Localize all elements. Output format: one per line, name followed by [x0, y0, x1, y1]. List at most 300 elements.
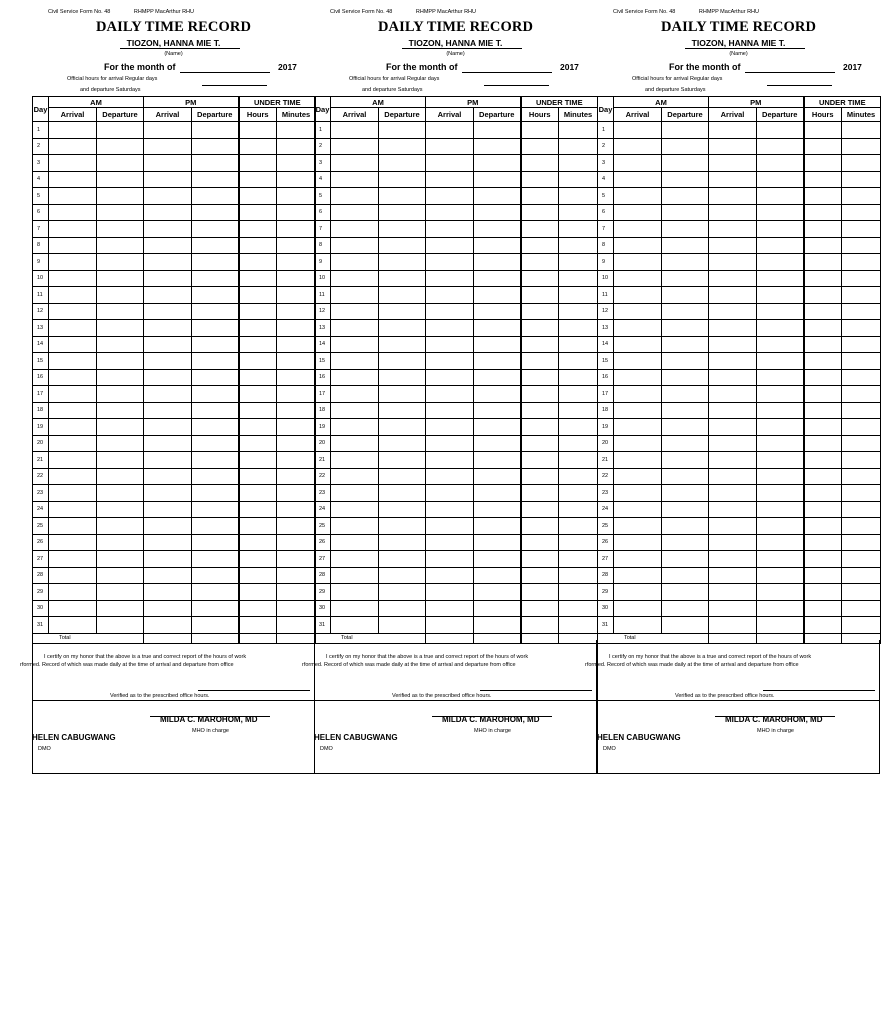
am-departure-cell[interactable] [379, 435, 426, 452]
am-arrival-cell[interactable] [614, 584, 662, 601]
undertime-hours-cell[interactable] [239, 485, 277, 502]
am-departure-cell[interactable] [97, 270, 144, 287]
am-arrival-cell[interactable] [331, 188, 379, 205]
pm-departure-cell[interactable] [192, 402, 239, 419]
pm-arrival-cell[interactable] [709, 155, 757, 172]
undertime-hours-cell[interactable] [521, 254, 559, 271]
am-arrival-cell[interactable] [614, 270, 662, 287]
pm-departure-cell[interactable] [192, 353, 239, 370]
undertime-minutes-cell[interactable] [842, 237, 881, 254]
undertime-minutes-cell[interactable] [559, 402, 598, 419]
undertime-hours-cell[interactable] [521, 155, 559, 172]
am-departure-cell[interactable] [97, 402, 144, 419]
undertime-minutes-cell[interactable] [559, 353, 598, 370]
pm-departure-cell[interactable] [757, 320, 804, 337]
am-arrival-cell[interactable] [614, 468, 662, 485]
am-arrival-cell[interactable] [49, 402, 97, 419]
am-departure-cell[interactable] [97, 452, 144, 469]
am-departure-cell[interactable] [662, 402, 709, 419]
undertime-minutes-cell[interactable] [277, 336, 316, 353]
pm-arrival-cell[interactable] [144, 353, 192, 370]
undertime-hours-cell[interactable] [239, 402, 277, 419]
undertime-minutes-cell[interactable] [842, 600, 881, 617]
undertime-hours-cell[interactable] [239, 138, 277, 155]
pm-departure-cell[interactable] [192, 188, 239, 205]
am-arrival-cell[interactable] [331, 320, 379, 337]
undertime-hours-cell[interactable] [521, 452, 559, 469]
undertime-minutes-cell[interactable] [842, 188, 881, 205]
undertime-minutes-cell[interactable] [559, 138, 598, 155]
am-arrival-cell[interactable] [614, 155, 662, 172]
undertime-minutes-cell[interactable] [559, 518, 598, 535]
pm-departure-cell[interactable] [192, 551, 239, 568]
am-arrival-cell[interactable] [331, 402, 379, 419]
am-arrival-cell[interactable] [614, 617, 662, 634]
am-departure-cell[interactable] [379, 221, 426, 238]
am-arrival-cell[interactable] [331, 600, 379, 617]
undertime-minutes-cell[interactable] [559, 468, 598, 485]
pm-departure-cell[interactable] [757, 386, 804, 403]
undertime-hours-cell[interactable] [239, 584, 277, 601]
pm-departure-cell[interactable] [474, 353, 521, 370]
am-arrival-cell[interactable] [331, 518, 379, 535]
am-departure-cell[interactable] [97, 188, 144, 205]
pm-arrival-cell[interactable] [426, 320, 474, 337]
undertime-hours-cell[interactable] [239, 567, 277, 584]
am-departure-cell[interactable] [97, 353, 144, 370]
am-departure-cell[interactable] [379, 270, 426, 287]
undertime-hours-cell[interactable] [521, 221, 559, 238]
pm-arrival-cell[interactable] [144, 320, 192, 337]
undertime-hours-cell[interactable] [804, 617, 842, 634]
pm-departure-cell[interactable] [474, 303, 521, 320]
am-departure-cell[interactable] [379, 386, 426, 403]
undertime-hours-cell[interactable] [239, 237, 277, 254]
pm-arrival-cell[interactable] [709, 353, 757, 370]
am-arrival-cell[interactable] [614, 221, 662, 238]
undertime-hours-cell[interactable] [521, 567, 559, 584]
pm-arrival-cell[interactable] [709, 188, 757, 205]
am-arrival-cell[interactable] [614, 188, 662, 205]
am-departure-cell[interactable] [97, 336, 144, 353]
pm-departure-cell[interactable] [474, 485, 521, 502]
undertime-minutes-cell[interactable] [842, 468, 881, 485]
pm-arrival-cell[interactable] [144, 452, 192, 469]
am-arrival-cell[interactable] [331, 336, 379, 353]
pm-departure-cell[interactable] [474, 287, 521, 304]
pm-departure-cell[interactable] [192, 501, 239, 518]
am-departure-cell[interactable] [379, 534, 426, 551]
undertime-minutes-cell[interactable] [842, 138, 881, 155]
undertime-minutes-cell[interactable] [559, 287, 598, 304]
am-arrival-cell[interactable] [49, 419, 97, 436]
pm-arrival-cell[interactable] [709, 501, 757, 518]
undertime-minutes-cell[interactable] [559, 336, 598, 353]
pm-departure-cell[interactable] [474, 600, 521, 617]
undertime-minutes-cell[interactable] [559, 270, 598, 287]
am-arrival-cell[interactable] [49, 551, 97, 568]
pm-arrival-cell[interactable] [144, 336, 192, 353]
undertime-minutes-cell[interactable] [842, 419, 881, 436]
pm-arrival-cell[interactable] [426, 221, 474, 238]
pm-departure-cell[interactable] [192, 138, 239, 155]
am-arrival-cell[interactable] [49, 600, 97, 617]
undertime-hours-cell[interactable] [239, 287, 277, 304]
undertime-hours-cell[interactable] [521, 353, 559, 370]
am-arrival-cell[interactable] [614, 402, 662, 419]
pm-departure-cell[interactable] [474, 320, 521, 337]
undertime-hours-cell[interactable] [521, 386, 559, 403]
undertime-hours-cell[interactable] [521, 435, 559, 452]
am-arrival-cell[interactable] [331, 221, 379, 238]
undertime-hours-cell[interactable] [804, 122, 842, 139]
pm-departure-cell[interactable] [757, 369, 804, 386]
am-departure-cell[interactable] [662, 419, 709, 436]
pm-departure-cell[interactable] [757, 600, 804, 617]
undertime-minutes-cell[interactable] [277, 468, 316, 485]
am-departure-cell[interactable] [662, 551, 709, 568]
pm-arrival-cell[interactable] [426, 567, 474, 584]
pm-departure-cell[interactable] [474, 419, 521, 436]
undertime-hours-cell[interactable] [239, 254, 277, 271]
undertime-hours-cell[interactable] [521, 402, 559, 419]
undertime-hours-cell[interactable] [804, 188, 842, 205]
am-arrival-cell[interactable] [49, 567, 97, 584]
undertime-minutes-cell[interactable] [277, 155, 316, 172]
undertime-minutes-cell[interactable] [277, 567, 316, 584]
am-departure-cell[interactable] [662, 617, 709, 634]
am-arrival-cell[interactable] [331, 138, 379, 155]
pm-departure-cell[interactable] [757, 567, 804, 584]
am-departure-cell[interactable] [662, 518, 709, 535]
pm-arrival-cell[interactable] [426, 369, 474, 386]
pm-arrival-cell[interactable] [144, 501, 192, 518]
am-departure-cell[interactable] [662, 287, 709, 304]
pm-arrival-cell[interactable] [144, 138, 192, 155]
am-arrival-cell[interactable] [614, 534, 662, 551]
pm-arrival-cell[interactable] [709, 237, 757, 254]
undertime-minutes-cell[interactable] [842, 584, 881, 601]
am-arrival-cell[interactable] [49, 485, 97, 502]
undertime-hours-cell[interactable] [239, 617, 277, 634]
pm-arrival-cell[interactable] [709, 369, 757, 386]
undertime-minutes-cell[interactable] [559, 534, 598, 551]
am-departure-cell[interactable] [662, 501, 709, 518]
undertime-minutes-cell[interactable] [277, 188, 316, 205]
pm-arrival-cell[interactable] [426, 171, 474, 188]
undertime-minutes-cell[interactable] [842, 369, 881, 386]
am-arrival-cell[interactable] [331, 617, 379, 634]
undertime-minutes-cell[interactable] [559, 501, 598, 518]
undertime-hours-cell[interactable] [239, 600, 277, 617]
pm-arrival-cell[interactable] [709, 402, 757, 419]
am-arrival-cell[interactable] [614, 122, 662, 139]
pm-departure-cell[interactable] [474, 237, 521, 254]
pm-departure-cell[interactable] [192, 287, 239, 304]
undertime-minutes-cell[interactable] [277, 221, 316, 238]
pm-departure-cell[interactable] [192, 600, 239, 617]
am-arrival-cell[interactable] [331, 254, 379, 271]
am-arrival-cell[interactable] [614, 452, 662, 469]
am-departure-cell[interactable] [379, 617, 426, 634]
am-departure-cell[interactable] [662, 237, 709, 254]
undertime-minutes-cell[interactable] [559, 485, 598, 502]
pm-arrival-cell[interactable] [709, 452, 757, 469]
am-arrival-cell[interactable] [614, 551, 662, 568]
am-arrival-cell[interactable] [614, 171, 662, 188]
am-arrival-cell[interactable] [49, 386, 97, 403]
pm-arrival-cell[interactable] [144, 435, 192, 452]
pm-departure-cell[interactable] [757, 501, 804, 518]
pm-departure-cell[interactable] [474, 501, 521, 518]
am-departure-cell[interactable] [662, 435, 709, 452]
am-arrival-cell[interactable] [331, 369, 379, 386]
undertime-hours-cell[interactable] [804, 270, 842, 287]
undertime-minutes-cell[interactable] [559, 237, 598, 254]
pm-arrival-cell[interactable] [144, 402, 192, 419]
pm-arrival-cell[interactable] [144, 369, 192, 386]
pm-arrival-cell[interactable] [709, 287, 757, 304]
pm-arrival-cell[interactable] [709, 518, 757, 535]
am-arrival-cell[interactable] [331, 584, 379, 601]
pm-arrival-cell[interactable] [426, 452, 474, 469]
undertime-hours-cell[interactable] [521, 600, 559, 617]
pm-departure-cell[interactable] [474, 138, 521, 155]
am-arrival-cell[interactable] [614, 138, 662, 155]
pm-arrival-cell[interactable] [144, 204, 192, 221]
undertime-minutes-cell[interactable] [842, 287, 881, 304]
pm-departure-cell[interactable] [474, 402, 521, 419]
am-arrival-cell[interactable] [331, 551, 379, 568]
undertime-hours-cell[interactable] [239, 171, 277, 188]
am-departure-cell[interactable] [379, 402, 426, 419]
pm-departure-cell[interactable] [757, 468, 804, 485]
pm-arrival-cell[interactable] [709, 551, 757, 568]
pm-departure-cell[interactable] [757, 584, 804, 601]
am-arrival-cell[interactable] [49, 122, 97, 139]
am-departure-cell[interactable] [662, 320, 709, 337]
pm-arrival-cell[interactable] [709, 122, 757, 139]
pm-arrival-cell[interactable] [709, 171, 757, 188]
undertime-hours-cell[interactable] [804, 320, 842, 337]
am-departure-cell[interactable] [379, 485, 426, 502]
undertime-hours-cell[interactable] [239, 221, 277, 238]
pm-departure-cell[interactable] [474, 617, 521, 634]
undertime-hours-cell[interactable] [804, 237, 842, 254]
am-arrival-cell[interactable] [331, 303, 379, 320]
undertime-minutes-cell[interactable] [277, 435, 316, 452]
pm-departure-cell[interactable] [192, 567, 239, 584]
pm-departure-cell[interactable] [474, 221, 521, 238]
pm-arrival-cell[interactable] [709, 600, 757, 617]
am-arrival-cell[interactable] [614, 518, 662, 535]
pm-departure-cell[interactable] [757, 122, 804, 139]
undertime-minutes-cell[interactable] [277, 254, 316, 271]
undertime-minutes-cell[interactable] [559, 303, 598, 320]
undertime-minutes-cell[interactable] [842, 485, 881, 502]
pm-departure-cell[interactable] [192, 435, 239, 452]
pm-arrival-cell[interactable] [144, 468, 192, 485]
undertime-minutes-cell[interactable] [277, 237, 316, 254]
pm-departure-cell[interactable] [474, 452, 521, 469]
am-departure-cell[interactable] [379, 237, 426, 254]
pm-arrival-cell[interactable] [709, 221, 757, 238]
am-departure-cell[interactable] [97, 386, 144, 403]
pm-arrival-cell[interactable] [144, 171, 192, 188]
am-arrival-cell[interactable] [331, 287, 379, 304]
am-arrival-cell[interactable] [49, 188, 97, 205]
am-arrival-cell[interactable] [614, 386, 662, 403]
undertime-hours-cell[interactable] [804, 221, 842, 238]
undertime-minutes-cell[interactable] [842, 122, 881, 139]
pm-arrival-cell[interactable] [709, 468, 757, 485]
pm-departure-cell[interactable] [192, 270, 239, 287]
am-arrival-cell[interactable] [331, 452, 379, 469]
am-arrival-cell[interactable] [49, 336, 97, 353]
am-departure-cell[interactable] [97, 419, 144, 436]
undertime-hours-cell[interactable] [804, 138, 842, 155]
undertime-minutes-cell[interactable] [559, 369, 598, 386]
undertime-minutes-cell[interactable] [842, 221, 881, 238]
pm-departure-cell[interactable] [757, 551, 804, 568]
pm-arrival-cell[interactable] [426, 204, 474, 221]
am-departure-cell[interactable] [379, 188, 426, 205]
am-arrival-cell[interactable] [614, 600, 662, 617]
undertime-minutes-cell[interactable] [277, 518, 316, 535]
am-departure-cell[interactable] [97, 254, 144, 271]
am-departure-cell[interactable] [97, 468, 144, 485]
am-departure-cell[interactable] [379, 171, 426, 188]
undertime-minutes-cell[interactable] [277, 551, 316, 568]
undertime-minutes-cell[interactable] [559, 567, 598, 584]
undertime-minutes-cell[interactable] [277, 204, 316, 221]
am-departure-cell[interactable] [97, 320, 144, 337]
pm-arrival-cell[interactable] [426, 303, 474, 320]
pm-arrival-cell[interactable] [144, 485, 192, 502]
am-departure-cell[interactable] [97, 369, 144, 386]
am-arrival-cell[interactable] [49, 287, 97, 304]
pm-departure-cell[interactable] [192, 122, 239, 139]
pm-arrival-cell[interactable] [144, 534, 192, 551]
undertime-hours-cell[interactable] [239, 518, 277, 535]
am-departure-cell[interactable] [97, 518, 144, 535]
undertime-hours-cell[interactable] [521, 237, 559, 254]
am-departure-cell[interactable] [379, 320, 426, 337]
am-arrival-cell[interactable] [49, 171, 97, 188]
pm-arrival-cell[interactable] [426, 353, 474, 370]
pm-arrival-cell[interactable] [709, 303, 757, 320]
pm-departure-cell[interactable] [474, 551, 521, 568]
pm-arrival-cell[interactable] [426, 534, 474, 551]
pm-departure-cell[interactable] [192, 155, 239, 172]
pm-arrival-cell[interactable] [709, 270, 757, 287]
undertime-hours-cell[interactable] [804, 386, 842, 403]
pm-arrival-cell[interactable] [144, 567, 192, 584]
pm-arrival-cell[interactable] [426, 138, 474, 155]
pm-arrival-cell[interactable] [426, 188, 474, 205]
pm-arrival-cell[interactable] [144, 155, 192, 172]
undertime-hours-cell[interactable] [521, 534, 559, 551]
am-departure-cell[interactable] [662, 386, 709, 403]
pm-arrival-cell[interactable] [709, 204, 757, 221]
am-departure-cell[interactable] [379, 584, 426, 601]
pm-departure-cell[interactable] [474, 171, 521, 188]
undertime-minutes-cell[interactable] [559, 452, 598, 469]
am-departure-cell[interactable] [97, 122, 144, 139]
pm-arrival-cell[interactable] [426, 485, 474, 502]
pm-departure-cell[interactable] [757, 237, 804, 254]
am-departure-cell[interactable] [379, 468, 426, 485]
undertime-minutes-cell[interactable] [277, 617, 316, 634]
am-departure-cell[interactable] [662, 155, 709, 172]
undertime-minutes-cell[interactable] [277, 369, 316, 386]
pm-departure-cell[interactable] [192, 221, 239, 238]
am-departure-cell[interactable] [379, 600, 426, 617]
undertime-minutes-cell[interactable] [842, 567, 881, 584]
undertime-hours-cell[interactable] [804, 584, 842, 601]
pm-arrival-cell[interactable] [144, 254, 192, 271]
undertime-hours-cell[interactable] [521, 303, 559, 320]
undertime-hours-cell[interactable] [239, 369, 277, 386]
undertime-minutes-cell[interactable] [559, 254, 598, 271]
undertime-hours-cell[interactable] [239, 452, 277, 469]
am-departure-cell[interactable] [662, 353, 709, 370]
undertime-hours-cell[interactable] [804, 452, 842, 469]
undertime-minutes-cell[interactable] [559, 204, 598, 221]
am-departure-cell[interactable] [97, 435, 144, 452]
am-departure-cell[interactable] [97, 617, 144, 634]
pm-arrival-cell[interactable] [144, 386, 192, 403]
pm-departure-cell[interactable] [757, 303, 804, 320]
undertime-hours-cell[interactable] [804, 287, 842, 304]
am-departure-cell[interactable] [97, 567, 144, 584]
undertime-hours-cell[interactable] [239, 188, 277, 205]
undertime-hours-cell[interactable] [521, 171, 559, 188]
am-departure-cell[interactable] [662, 188, 709, 205]
undertime-hours-cell[interactable] [239, 122, 277, 139]
pm-arrival-cell[interactable] [144, 287, 192, 304]
undertime-hours-cell[interactable] [521, 204, 559, 221]
pm-arrival-cell[interactable] [144, 617, 192, 634]
pm-departure-cell[interactable] [474, 188, 521, 205]
undertime-hours-cell[interactable] [804, 171, 842, 188]
am-arrival-cell[interactable] [614, 336, 662, 353]
am-departure-cell[interactable] [97, 551, 144, 568]
am-arrival-cell[interactable] [331, 468, 379, 485]
undertime-minutes-cell[interactable] [277, 534, 316, 551]
pm-arrival-cell[interactable] [144, 600, 192, 617]
am-departure-cell[interactable] [97, 485, 144, 502]
undertime-minutes-cell[interactable] [277, 402, 316, 419]
am-departure-cell[interactable] [97, 155, 144, 172]
pm-arrival-cell[interactable] [709, 584, 757, 601]
undertime-hours-cell[interactable] [239, 419, 277, 436]
pm-departure-cell[interactable] [192, 468, 239, 485]
undertime-hours-cell[interactable] [239, 353, 277, 370]
undertime-minutes-cell[interactable] [277, 584, 316, 601]
am-arrival-cell[interactable] [49, 254, 97, 271]
pm-departure-cell[interactable] [192, 386, 239, 403]
pm-arrival-cell[interactable] [426, 600, 474, 617]
pm-departure-cell[interactable] [192, 485, 239, 502]
undertime-hours-cell[interactable] [804, 435, 842, 452]
undertime-minutes-cell[interactable] [842, 155, 881, 172]
pm-departure-cell[interactable] [757, 419, 804, 436]
undertime-hours-cell[interactable] [804, 303, 842, 320]
am-departure-cell[interactable] [379, 336, 426, 353]
undertime-hours-cell[interactable] [521, 188, 559, 205]
am-arrival-cell[interactable] [331, 353, 379, 370]
